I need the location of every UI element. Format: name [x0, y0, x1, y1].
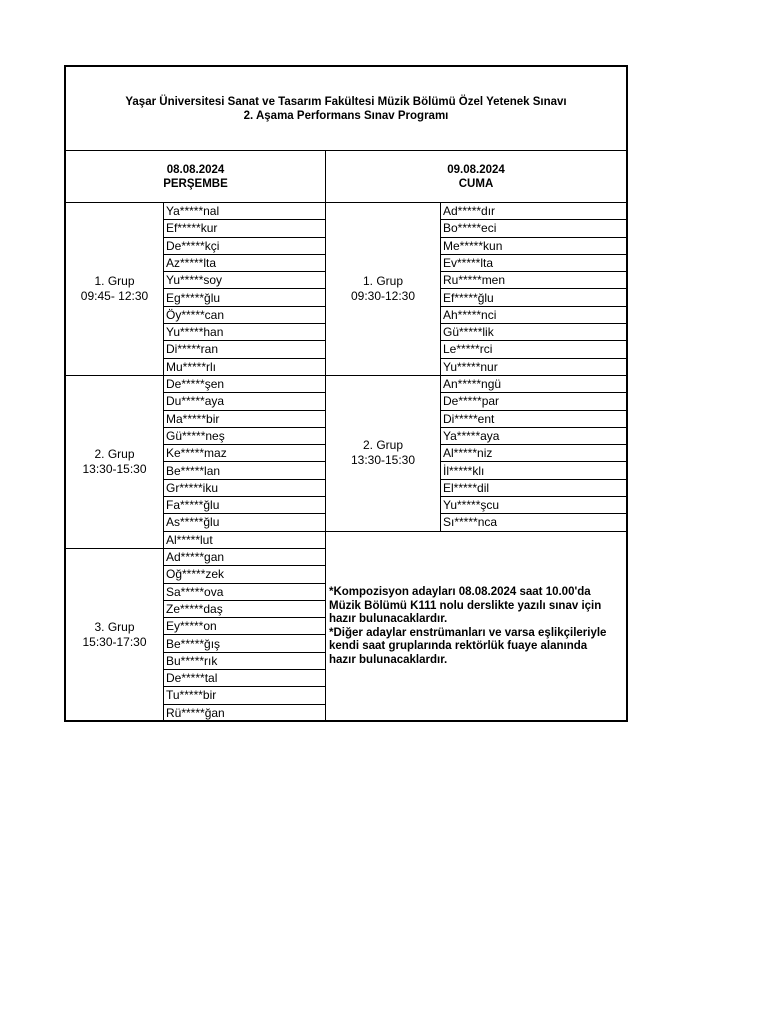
- candidate-cell: Yu*****şcu: [441, 497, 628, 514]
- title-line-2: 2. Aşama Performans Sınav Programı: [243, 109, 449, 122]
- candidate-cell: Ah*****nci: [441, 307, 628, 324]
- candidate-cell: De*****tal: [164, 670, 326, 687]
- candidate-cell: Mu*****rlı: [164, 359, 326, 376]
- group-time: 09:45- 12:30: [80, 289, 149, 303]
- candidate-cell: Di*****ent: [441, 411, 628, 428]
- group-time: 13:30-15:30: [350, 453, 416, 468]
- title-line-1: Yaşar Üniversitesi Sanat ve Tasarım Fakültesi Müzik Bölümü Özel Yetenek Sınavı: [125, 95, 567, 108]
- candidate-cell: Bu*****rık: [164, 653, 326, 670]
- candidate-cell: Sa*****ova: [164, 584, 326, 601]
- candidate-cell: De*****şen: [164, 376, 326, 393]
- candidate-cell: Oğ*****zek: [164, 566, 326, 583]
- candidate-cell: Le*****rci: [441, 341, 628, 358]
- candidate-cell: Eg*****ğlu: [164, 290, 326, 307]
- note-line-4: *Diğer adaylar enstrümanları ve varsa eşlikçileriyle: [329, 626, 607, 639]
- candidate-cell: Yu*****nur: [441, 359, 628, 376]
- candidate-cell: Ev*****lta: [441, 255, 628, 272]
- column-divider: [325, 203, 326, 722]
- group-name: 1. Grup: [94, 274, 135, 288]
- candidate-cell: Be*****ğış: [164, 636, 326, 653]
- day2-group-1: [326, 203, 441, 376]
- candidate-cell: Ya*****nal: [164, 203, 326, 220]
- exam-note: [327, 586, 626, 667]
- candidate-cell: Al*****niz: [441, 445, 628, 462]
- candidate-cell: Ef*****kur: [164, 220, 326, 237]
- candidate-cell: Ef*****ğlu: [441, 290, 628, 307]
- candidate-cell: Ke*****maz: [164, 445, 326, 462]
- day-2-date: 09.08.2024: [447, 163, 505, 176]
- note-line-3: hazır bulunacaklardır.: [329, 613, 448, 625]
- candidate-cell: As*****ğlu: [164, 514, 326, 531]
- candidate-cell: Di*****ran: [164, 341, 326, 358]
- day2-group-2: [326, 376, 441, 532]
- group-name: 2. Grup: [362, 438, 404, 453]
- candidate-cell: Yu*****han: [164, 324, 326, 341]
- candidate-cell: Ya*****aya: [441, 428, 628, 445]
- candidate-cell: El*****dil: [441, 480, 628, 497]
- candidate-cell: Fa*****ğlu: [164, 497, 326, 514]
- candidate-cell: Ru*****men: [441, 272, 628, 289]
- candidate-cell: Ey*****on: [164, 618, 326, 635]
- candidate-cell: Rü*****ğan: [164, 705, 326, 722]
- candidate-cell: Du*****aya: [164, 393, 326, 410]
- group-name: 1. Grup: [362, 274, 404, 288]
- candidate-cell: An*****ngü: [441, 376, 628, 393]
- candidate-cell: Gü*****neş: [164, 428, 326, 445]
- candidate-cell: Yu*****soy: [164, 272, 326, 289]
- note-line-5: kendi saat gruplarında rektörlük fuaye alanında: [329, 640, 588, 652]
- candidate-cell: De*****par: [441, 393, 628, 410]
- candidate-cell: Al*****lut: [164, 532, 326, 549]
- exam-schedule-table: [64, 65, 628, 722]
- group-name: 2. Grup: [94, 447, 135, 461]
- candidate-cell: Ze*****daş: [164, 601, 326, 618]
- day1-group-2: [66, 376, 164, 549]
- day-header-2: [326, 151, 626, 203]
- note-line-6: hazır bulunacaklardır.: [329, 653, 448, 666]
- candidate-cell: Bo*****eci: [441, 220, 628, 237]
- note-line-2: Müzik Bölümü K111 nolu derslikte yazılı sınav için: [329, 599, 602, 612]
- day1-group-3: [66, 549, 164, 722]
- candidate-cell: Tu*****bir: [164, 687, 326, 704]
- candidate-cell: Gü*****lik: [441, 324, 628, 341]
- candidate-cell: Me*****kun: [441, 238, 628, 255]
- candidate-cell: Be*****lan: [164, 463, 326, 480]
- candidate-cell: Gr*****iku: [164, 480, 326, 497]
- group-time: 09:30-12:30: [350, 289, 416, 303]
- candidate-cell: Az*****lta: [164, 255, 326, 272]
- group-time: 15:30-17:30: [82, 635, 147, 649]
- candidate-cell: Sı*****nca: [441, 514, 628, 531]
- candidate-cell: De*****kçi: [164, 238, 326, 255]
- candidate-cell: Öy*****can: [164, 307, 326, 324]
- day-2-weekday: CUMA: [458, 177, 494, 190]
- day-1-weekday: PERŞEMBE: [163, 177, 228, 190]
- group-time: 13:30-15:30: [82, 462, 147, 476]
- candidate-cell: Ad*****gan: [164, 549, 326, 566]
- candidate-cell: Ad*****dır: [441, 203, 628, 220]
- table-title: [66, 67, 626, 151]
- day-1-date: 08.08.2024: [166, 163, 225, 176]
- candidate-cell: İl*****klı: [441, 463, 628, 480]
- candidate-cell: Ma*****bir: [164, 411, 326, 428]
- day-header-1: [66, 151, 326, 203]
- note-line-1: *Kompozisyon adayları 08.08.2024 saat 10.00'da: [329, 586, 591, 598]
- day1-group-1: [66, 203, 164, 376]
- group-name: 3. Grup: [94, 620, 135, 634]
